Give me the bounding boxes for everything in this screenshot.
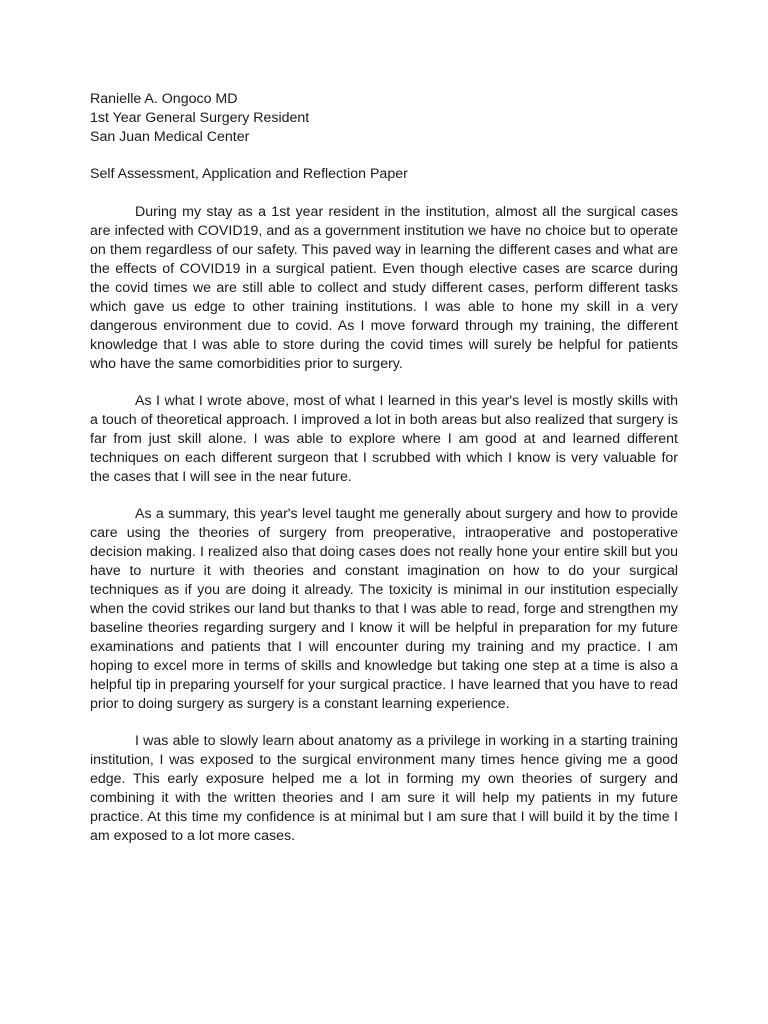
paragraph-4: I was able to slowly learn about anatomy as a privilege in working in a starting training institution, I was exposed to the surgical environment many times hence giving me a good edge. This early exposure helped me a lot in forming my own theories of surgery and combining it with the written theories and I am sure it will help my patients in my future practice. At this time my confidence is at minimal but I am sure that I will build it by the time I am exposed to a lot more cases. <box>90 733 678 844</box>
author-position: 1st Year General Surgery Resident <box>90 110 310 126</box>
paragraph-2: As I what I wrote above, most of what I learned in this year's level is mostly skills with a touch of theoretical approach. I improved a lot in both areas but also realized that surgery is far from just skill alone. I was able to explore where I am good at and learned different techniques on each different surgeon that I scrubbed with which I know is very valuable for the cases that I will see in the near future. <box>90 393 678 485</box>
author-name: Ranielle A. Ongoco MD <box>90 91 238 107</box>
paragraph-1: During my stay as a 1st year resident in the institution, almost all the surgical cases are infected with COVID19, and as a government institution we have no choice but to operate on them regardless of our safety. This paved way in learning the different cases and what are the effects of COVID19 in a surgical patient. Even though elective cases are scarce during the covid times we are still able to collect and study different cases, perform different tasks which gave us edge to other training institutions. I was able to hone my skill in a very dangerous environment due to covid. As I move forward through my training, the different knowledge that I was able to store during the covid times will surely be helpful for patients who have the same comorbidities prior to surgery. <box>90 204 678 372</box>
document-title: Self Assessment, Application and Reflection Paper <box>90 166 408 182</box>
author-institution: San Juan Medical Center <box>90 129 250 145</box>
paragraph-3: As a summary, this year's level taught me generally about surgery and how to provide care using the theories of surgery from preoperative, intraoperative and postoperative decision making. I realized also that doing cases does not really hone your entire skill but you have to nurture it with theories and constant imagination on how to do your surgical techniques as if you are doing it already. The toxicity is minimal in our institution especially when the covid strikes our land but thanks to that I was able to read, forge and strengthen my baseline theories regarding surgery and I know it will be helpful in preparation for my future examinations and patients that I will encounter during my training and my practice. I am hoping to excel more in terms of skills and knowledge but taking one step at a time is also a helpful tip in preparing yourself for your surgical practice. I have learned that you have to read prior to doing surgery as surgery is a constant learning experience. <box>90 506 678 712</box>
document-page <box>90 90 678 846</box>
